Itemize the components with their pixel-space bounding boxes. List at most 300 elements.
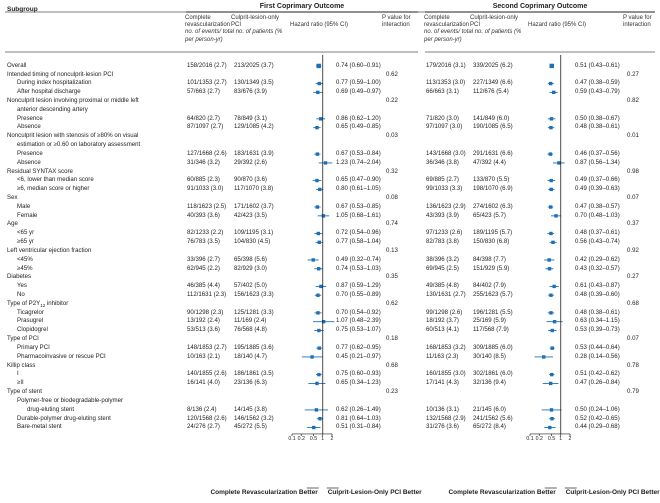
events-culprit-only: 84/398 (7.7) [473,255,506,263]
hazard-ratio-text: 0.59 (0.43–0.79) [575,88,620,96]
events-complete-revasc: 99/1298 (2.6) [426,308,463,316]
subgroup-row-label: Clopidogrel [17,326,48,334]
events-complete-revasc: 24/276 (2.7) [187,423,220,431]
hr-point-square [312,258,315,261]
p-interaction-first: 0.74 [386,220,398,228]
left-direction-label: Complete Revascularization Better [448,489,556,496]
subgroup-row-label: No [17,291,25,299]
hr-point-square [310,355,313,358]
hr-point-square [549,152,552,155]
events-complete-revasc: 43/393 (3.9) [426,211,459,219]
p-interaction-first: 0.68 [386,361,398,369]
subgroup-row-label-cont: estimation or ≥0.60 on laboratory assessment [17,141,141,149]
events-culprit-only: 84/402 (7.9) [473,282,506,290]
subgroup-row-label: Female [17,211,38,219]
hr-point-square [550,179,553,182]
events-culprit-only: 125/1281 (3.3) [234,308,274,316]
hr-point-square [318,346,321,349]
hr-point-square [551,346,554,349]
x-axis-tick-label: 0.2 [297,436,305,443]
col-header-hazard-ratio: Hazard ratio (95% CI) [528,22,587,28]
hazard-ratio-text: 1.07 (0.48–2.39) [336,317,381,325]
events-culprit-only: 90/870 (3.6) [234,176,267,184]
events-complete-revasc: 168/1853 (3.2) [426,343,466,351]
hr-point-square [315,126,318,129]
hr-point-square [317,232,320,235]
p-interaction-first: 0.13 [386,246,398,254]
hr-point-square [549,232,552,235]
subgroup-row-label: Ticagrelor [17,308,44,316]
events-culprit-only: 129/1085 (4.2) [234,123,274,131]
events-culprit-only: 274/1602 (6.3) [473,202,513,210]
hr-point-square [549,82,552,85]
p-interaction-first: 0.35 [386,273,398,281]
events-complete-revasc: 90/1298 (2.3) [187,308,224,316]
events-complete-revasc: 71/820 (3.0) [426,114,459,122]
hazard-ratio-text: 0.69 (0.49–0.97) [336,88,381,96]
events-culprit-only: 109/1195 (3.1) [234,229,274,237]
events-complete-revasc: 82/783 (3.8) [426,238,459,246]
events-culprit-only: 29/392 (2.6) [234,158,267,166]
hazard-ratio-text: 0.47 (0.26–0.84) [575,379,620,387]
hazard-ratio-text: 0.63 (0.34–1.15) [575,317,620,325]
subgroup-header: Subgroup [7,5,38,13]
hr-point-square [550,373,553,376]
events-complete-revasc: 62/945 (2.2) [187,264,220,272]
hr-point-square [324,161,327,164]
hr-point-square [548,267,551,270]
hazard-ratio-text: 0.87 (0.59–1.29) [336,282,381,290]
subgroup-row-label: Male [17,202,31,210]
events-culprit-only: 196/1281 (5.5) [473,308,513,316]
hazard-ratio-text: 0.49 (0.37–0.66) [575,176,620,184]
p-interaction-second: 0.68 [627,299,639,307]
p-interaction-second: 0.79 [627,388,639,396]
hazard-ratio-text: 0.45 (0.21–0.97) [336,352,381,360]
events-culprit-only: 183/1631 (3.9) [234,149,274,157]
hr-point-square [547,258,550,261]
events-culprit-only: 65/272 (8.4) [473,423,506,431]
hazard-ratio-text: 0.49 (0.32–0.74) [336,255,381,263]
events-culprit-only: 65/398 (5.6) [234,255,267,263]
events-culprit-only: 76/568 (4.8) [234,326,267,334]
subgroup-row-label: ≥6, median score or higher [17,185,90,193]
events-complete-revasc: 16/141 (4.0) [187,379,220,387]
p-interaction-second: 0.01 [627,132,639,140]
hr-point-square [557,161,560,164]
events-complete-revasc: 64/820 (2.7) [187,114,220,122]
events-culprit-only: 82/929 (3.0) [234,264,267,272]
subgroup-row-label: ≥45% [17,264,33,272]
subgroup-row-label: Primary PCI [17,343,50,351]
hazard-ratio-text: 0.50 (0.38–0.67) [575,114,620,122]
hazard-ratio-text: 0.72 (0.54–0.96) [336,229,381,237]
events-culprit-only: 14/145 (3.8) [234,405,267,413]
events-culprit-only: 112/676 (5.4) [473,88,509,96]
hazard-ratio-text: 0.48 (0.38–0.61) [575,308,620,316]
x-axis-tick-label: 0.1 [526,436,534,443]
events-complete-revasc: 13/192 (2.4) [187,317,220,325]
events-complete-revasc: 69/945 (2.5) [426,264,459,272]
col-header-p-value: P value for interaction [382,14,411,28]
subgroup-row-label: Diabetes [7,273,32,281]
hazard-ratio-text: 0.77 (0.62–0.95) [336,343,381,351]
subgroup-label-tail: inhibitor [45,299,69,307]
hazard-ratio-text: 0.48 (0.37–0.61) [575,229,620,237]
subgroup-row-label: <45% [17,255,33,263]
p-interaction-second: 0.37 [627,220,639,228]
events-culprit-only: 83/676 (3.9) [234,88,267,96]
events-culprit-only: 32/136 (9.4) [473,379,506,387]
events-culprit-only: 42/423 (3.5) [234,211,267,219]
hr-point-square [550,188,553,191]
p-interaction-second: 0.98 [627,167,639,175]
subgroup-row-label: Type of stent [7,388,42,396]
events-complete-revasc: 36/346 (3.8) [426,158,459,166]
p-interaction-second: 0.07 [627,335,639,343]
hr-point-square [322,214,325,217]
hr-point-square [318,82,321,85]
subgroup-row-label: Killip class [7,361,36,369]
events-culprit-only: 189/1195 (5.7) [473,229,513,237]
hr-point-square [549,205,552,208]
hazard-ratio-text: 0.48 (0.39–0.60) [575,291,620,299]
subgroup-row-label: Left ventricular ejection fraction [7,246,92,254]
col-subheader-events: no. of events/ total no. of patients (% per person-yr) [185,29,283,43]
events-culprit-only: 302/1861 (6.0) [473,370,513,378]
hazard-ratio-text: 1.05 (0.68–1.61) [336,211,381,219]
hazard-ratio-text: 0.47 (0.38–0.59) [575,79,620,87]
hazard-ratio-text: 0.81 (0.64–1.03) [336,414,381,422]
events-culprit-only: 150/830 (6.8) [473,238,510,246]
hr-point-square [317,329,320,332]
hr-point-square [312,426,315,429]
hazard-ratio-text: 0.67 (0.53–0.84) [336,149,381,157]
x-axis-tick-label: 0.2 [535,436,543,443]
events-complete-revasc: 97/1233 (2.6) [426,229,463,237]
events-culprit-only: 78/849 (3.1) [234,114,267,122]
events-culprit-only: 255/1623 (5.7) [473,291,513,299]
events-culprit-only: 213/2025 (3.7) [234,61,274,69]
hr-point-square [542,355,545,358]
events-complete-revasc: 8/136 (2.4) [187,405,217,413]
subgroup-row-label: <65 yr [17,229,35,237]
hazard-ratio-text: 0.50 (0.24–1.06) [575,405,620,413]
hr-point-square [315,382,318,385]
events-culprit-only: 21/145 (6.0) [473,405,506,413]
right-direction-label: Culprit-Lesion-Only PCI Better [565,489,660,496]
subgroup-row-label: <6, lower than median score [17,176,94,184]
subgroup-row-label: Sex [7,194,18,201]
hazard-ratio-text: 0.56 (0.43–0.74) [575,238,620,246]
subgroup-row-label: ≥65 yr [17,238,34,246]
events-complete-revasc: 130/1631 (2.7) [426,291,466,299]
events-complete-revasc: 69/885 (2.7) [426,176,459,184]
hr-point-square [317,64,321,68]
hr-point-square [549,311,552,314]
subgroup-row-label: Residual SYNTAX score [7,167,73,175]
panel-title: First Coprimary Outcome [259,3,345,10]
events-complete-revasc: 143/1668 (3.0) [426,149,466,157]
events-culprit-only: 18/140 (4.7) [234,352,267,360]
events-culprit-only: 141/849 (6.0) [473,114,510,122]
p-interaction-second: 0.92 [627,246,639,254]
events-culprit-only: 30/140 (8.5) [473,352,506,360]
events-culprit-only: 45/272 (5.5) [234,423,267,431]
subgroup-row-label: Prasugrel [17,317,44,325]
hr-point-square [548,426,551,429]
events-complete-revasc: 118/1623 (2.5) [187,202,227,210]
hr-point-square [316,205,319,208]
hazard-ratio-text: 0.77 (0.59–1.00) [336,79,381,87]
hazard-ratio-text: 0.61 (0.43–0.87) [575,282,620,290]
p-interaction-first: 0.62 [386,299,398,307]
hr-point-square [318,417,321,420]
hr-point-square [552,91,555,94]
events-culprit-only: 151/929 (5.9) [473,264,510,272]
hr-point-square [550,117,553,120]
events-culprit-only: 47/392 (4.4) [473,158,506,166]
hr-point-square [317,267,320,270]
events-complete-revasc: 76/783 (3.5) [187,238,220,246]
events-complete-revasc: 40/393 (3.6) [187,211,220,219]
events-culprit-only: 11/169 (2.4) [234,317,267,325]
x-axis-tick-label: 0.1 [288,436,296,443]
events-complete-revasc: 140/1855 (2.6) [187,370,227,378]
events-culprit-only: 186/1861 (3.5) [234,370,274,378]
hazard-ratio-text: 0.87 (0.56–1.34) [575,158,620,166]
hazard-ratio-text: 0.51 (0.42–0.62) [575,370,620,378]
events-culprit-only: 171/1602 (3.7) [234,202,274,210]
events-culprit-only: 130/1349 (3.5) [234,79,274,87]
subgroup-row-label: Yes [17,282,27,290]
hazard-ratio-text: 0.86 (0.62–1.20) [336,114,381,122]
events-complete-revasc: 132/1568 (2.9) [426,414,466,422]
hr-point-square [319,117,322,120]
hazard-ratio-text: 0.74 (0.53–1.03) [336,264,381,272]
hazard-ratio-text: 0.77 (0.58–1.04) [336,238,381,246]
events-complete-revasc: 82/1233 (2.2) [187,229,224,237]
events-culprit-only: 117/568 (7.9) [473,326,509,334]
hazard-ratio-text: 0.51 (0.43–0.61) [575,61,620,69]
p-interaction-first: 0.32 [386,167,398,175]
events-complete-revasc: 120/1568 (2.6) [187,414,227,422]
subgroup-row-label: Presence [17,149,43,157]
events-complete-revasc: 127/1668 (2.6) [187,149,227,157]
hr-point-square [552,285,555,288]
hr-point-square [316,152,319,155]
subgroup-row-label: Overall [7,61,27,69]
hazard-ratio-text: 0.47 (0.38–0.57) [575,202,620,210]
events-complete-revasc: 17/141 (4.3) [426,379,459,387]
hr-point-square [551,241,554,244]
x-axis-tick-label: 2 [330,436,334,443]
events-culprit-only: 227/1349 (6.6) [473,79,513,87]
subgroup-row-label: During index hospitalization [17,79,92,87]
col-subheader-events: no. of events/ total no. of patients (% per person-yr) [424,29,522,43]
x-axis-tick-label: 1 [321,436,325,443]
hazard-ratio-text: 0.70 (0.48–1.03) [575,211,620,219]
events-complete-revasc: 87/1097 (2.7) [187,123,224,131]
events-complete-revasc: 66/663 (3.1) [426,88,459,96]
events-complete-revasc: 33/396 (2.7) [187,255,220,263]
events-complete-revasc: 91/1033 (3.0) [187,185,224,193]
hr-point-square [549,382,552,385]
col-header-culprit: Culprit-lesion-only PCI [231,14,280,28]
events-complete-revasc: 99/1033 (3.3) [426,185,463,193]
p-interaction-first: 0.03 [386,132,398,140]
events-complete-revasc: 11/163 (2.3) [426,352,459,360]
events-culprit-only: 198/1070 (6.9) [473,185,513,193]
events-culprit-only: 190/1085 (6.5) [473,123,513,131]
events-complete-revasc: 31/276 (3.6) [426,423,459,431]
hazard-ratio-text: 0.28 (0.14–0.56) [575,352,620,360]
events-complete-revasc: 112/1631 (2.3) [187,291,227,299]
events-complete-revasc: 46/385 (4.4) [187,282,220,290]
hazard-ratio-text: 0.67 (0.53–0.85) [336,202,381,210]
p-interaction-second: 0.27 [627,70,639,78]
subgroup-row-label: Age [7,220,18,228]
events-complete-revasc: 148/1853 (2.7) [187,343,227,351]
hazard-ratio-text: 0.75 (0.53–1.07) [336,326,381,334]
events-culprit-only: 133/870 (5.5) [473,176,510,184]
events-complete-revasc: 179/2016 (3.1) [426,61,466,69]
subgroup-row-label: Durable-polymer drug-eluting stent [17,414,111,422]
hr-point-square [315,179,318,182]
events-culprit-only: 57/402 (5.0) [234,282,267,290]
col-header-culprit: Culprit-lesion-only PCI [470,14,519,28]
subgroup-row-label: Intended timing of nonculprit-lesion PCI [7,70,114,78]
hazard-ratio-text: 0.75 (0.60–0.93) [336,370,381,378]
hr-point-square [315,408,318,411]
p-interaction-first: 0.18 [386,335,398,343]
right-direction-label: Culprit-Lesion-Only PCI Better [327,489,422,496]
hr-point-square [550,417,553,420]
hr-point-square [549,126,552,129]
col-header-complete: Complete revascularization [185,14,231,28]
hazard-ratio-text: 1.23 (0.74–2.04) [336,158,381,166]
hazard-ratio-text: 0.80 (0.61–1.05) [336,185,381,193]
hazard-ratio-text: 0.74 (0.60–0.91) [336,61,381,69]
hazard-ratio-text: 0.65 (0.49–0.85) [336,123,381,131]
hr-point-square [317,373,320,376]
hr-point-square [550,64,554,68]
x-axis-tick-label: 0.5 [309,436,318,443]
subgroup-row-label: Absence [17,158,41,166]
events-complete-revasc: 49/385 (4.8) [426,282,459,290]
events-complete-revasc: 10/163 (2.1) [187,352,220,360]
p-interaction-first: 0.08 [386,194,398,201]
events-culprit-only: 291/1631 (6.6) [473,149,513,157]
hr-point-square [549,294,552,297]
subgroup-row-label: Polymer-free or biodegradable-polymer [17,396,124,404]
events-culprit-only: 195/1885 (3.6) [234,343,274,351]
events-culprit-only: 104/830 (4.5) [234,238,271,246]
subgroup-row-label: Bare-metal stent [17,423,62,431]
subgroup-row-label: Pharmacoinvasive or rescue PCI [17,352,106,360]
p-interaction-first: 0.23 [386,388,398,396]
hr-point-square [316,91,319,94]
subgroup-row-label: Type of PCI [7,335,39,343]
events-complete-revasc: 60/885 (2.3) [187,176,220,184]
subgroup-label-subscript: 12 [40,303,46,309]
events-complete-revasc: 158/2016 (2.7) [187,61,227,69]
hazard-ratio-text: 0.53 (0.44–0.64) [575,343,620,351]
events-culprit-only: 156/1623 (3.3) [234,291,274,299]
hazard-ratio-text: 0.62 (0.26–1.49) [336,405,381,413]
hazard-ratio-text: 0.46 (0.37–0.56) [575,149,620,157]
hazard-ratio-text: 0.48 (0.38–0.61) [575,123,620,131]
hr-point-square [316,294,319,297]
events-culprit-only: 241/1562 (5.6) [473,414,513,422]
events-culprit-only: 339/2025 (6.2) [473,61,513,69]
left-direction-label: Complete Revascularization Better [210,489,318,496]
hr-point-square [551,329,554,332]
events-culprit-only: 309/1885 (6.0) [473,343,513,351]
hazard-ratio-text: 0.44 (0.29–0.68) [575,423,620,431]
p-interaction-second: 0.07 [627,194,639,201]
col-header-complete: Complete revascularization [424,14,470,28]
x-axis-tick-label: 0.5 [547,436,556,443]
hazard-ratio-text: 0.43 (0.32–0.57) [575,264,620,272]
subgroup-row-label: After hospital discharge [17,88,81,96]
subgroup-row-label-cont: anterior descending artery [17,105,88,113]
subgroup-row-label: Nonculprit lesion involving proximal or middle left [7,96,139,104]
subgroup-row-label: I [17,370,19,378]
events-culprit-only: 146/1562 (3.2) [234,414,274,422]
p-interaction-first: 0.62 [386,70,398,78]
hazard-ratio-text: 0.51 (0.31–0.84) [336,423,381,431]
events-complete-revasc: 57/663 (2.7) [187,88,220,96]
p-interaction-second: 0.27 [627,273,639,281]
hazard-ratio-text: 0.70 (0.54–0.92) [336,308,381,316]
events-complete-revasc: 136/1623 (2.9) [426,202,466,210]
hazard-ratio-text: 0.65 (0.47–0.90) [336,176,381,184]
hazard-ratio-text: 0.65 (0.34–1.23) [336,379,381,387]
events-complete-revasc: 101/1353 (2.7) [187,79,227,87]
x-axis-tick-label: 2 [568,436,572,443]
p-interaction-second: 0.78 [627,361,639,369]
x-axis-tick-label: 1 [559,436,563,443]
subgroup-row-label: ≥II [17,379,24,387]
subgroup-row-label: Type of $P2Y_{12}$ inhibitor [7,299,69,309]
hazard-ratio-text: 0.70 (0.55–0.89) [336,291,381,299]
events-complete-revasc: 38/396 (3.2) [426,255,459,263]
col-header-p-value: P value for interaction [623,14,652,28]
subgroup-row-label: Absence [17,123,41,131]
hr-point-square [554,214,557,217]
events-complete-revasc: 53/513 (3.6) [187,326,220,334]
events-complete-revasc: 10/136 (3.1) [426,405,459,413]
hr-point-square [550,408,553,411]
hr-point-square [553,320,556,323]
hr-point-square [318,188,321,191]
hr-point-square [318,241,321,244]
events-culprit-only: 117/1070 (3.8) [234,185,274,193]
hr-point-square [319,285,322,288]
events-culprit-only: 65/423 (5.7) [473,211,506,219]
col-header-hazard-ratio: Hazard ratio (95% CI) [290,22,349,28]
subgroup-row-label: Presence [17,114,43,122]
events-complete-revasc: 160/1855 (3.0) [426,370,466,378]
p-interaction-second: 0.82 [627,96,639,104]
events-culprit-only: 23/136 (6.3) [234,379,267,387]
panel-title: Second Coprimary Outcome [492,3,588,10]
events-complete-revasc: 31/346 (3.2) [187,158,220,166]
events-culprit-only: 25/169 (5.9) [473,317,506,325]
hr-point-square [316,311,319,314]
hazard-ratio-text: 0.53 (0.39–0.73) [575,326,620,334]
